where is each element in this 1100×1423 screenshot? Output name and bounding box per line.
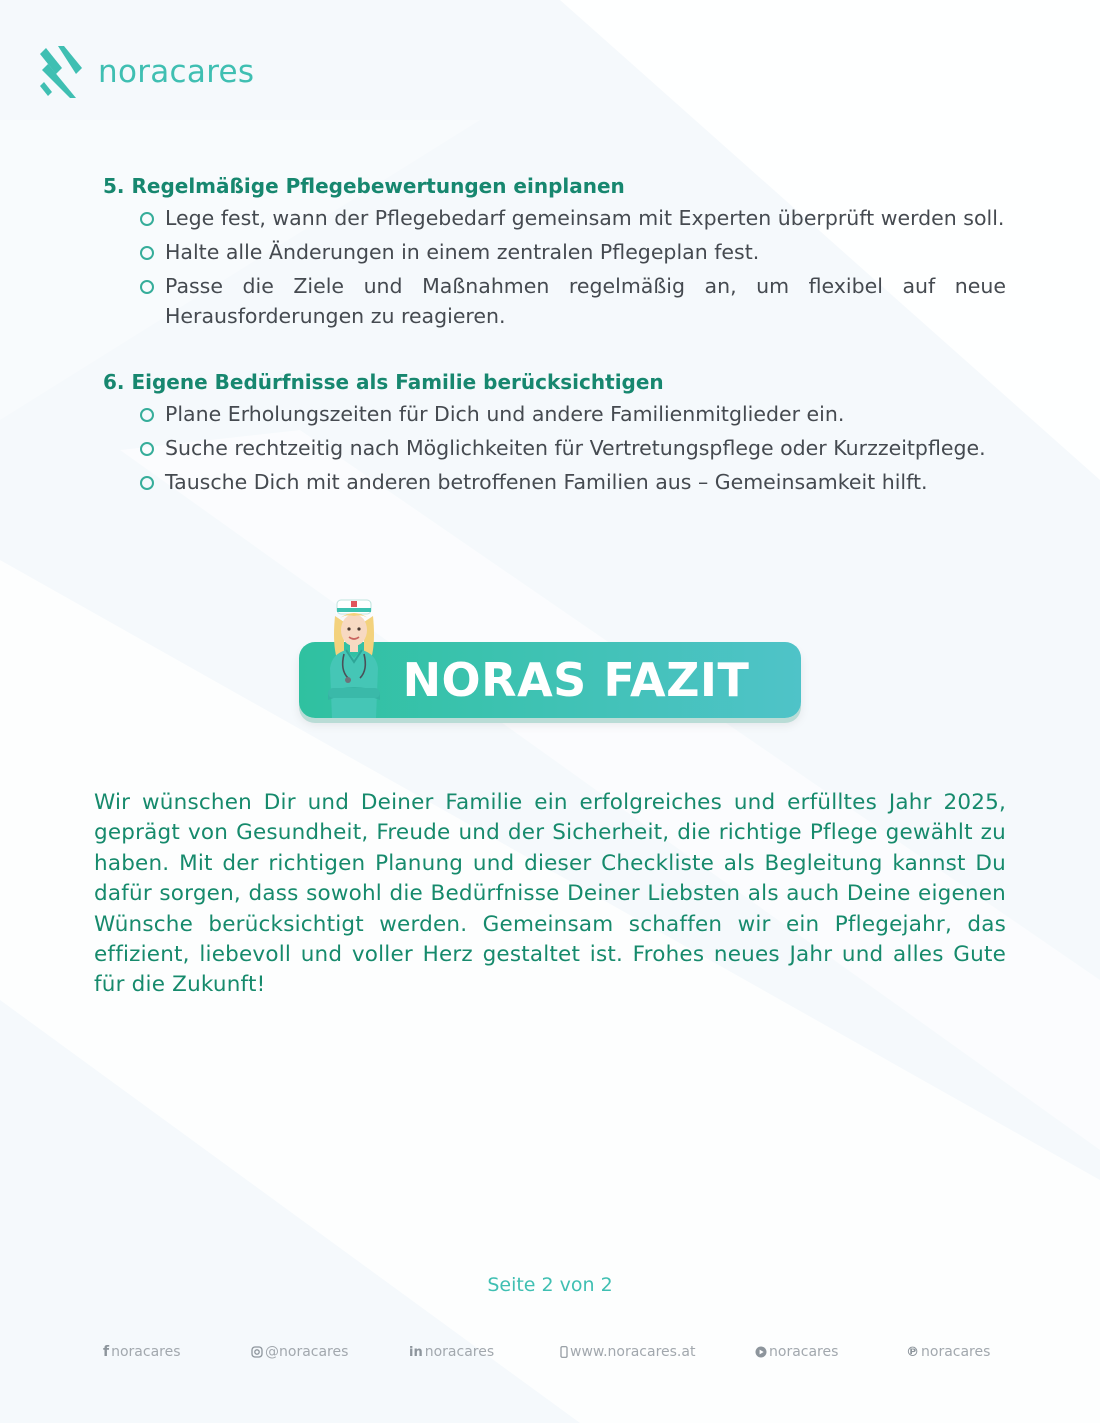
circle-bullet-icon xyxy=(140,246,154,260)
fazit-paragraph: Wir wünschen Dir und Deiner Familie ein erfolgreiches und erfülltes Jahr 2025, geprägt von Gesundheit, Freude und der Sicherheit, die richtige Pflege gewählt zu haben. Mit der richtigen Planung und dieser Checkliste als Begleitung kannst Du dafür sorgen, dass sowohl die Bedürfnisse Deiner Liebsten als auch Deine eigenen Wünsche berücksichtigt werden. Gemeinsam schaffen wir ein Pflegejahr, das effizient, liebevoll und voller Herz gestaltet ist. Frohes neues Jahr und alles Gute für die Zukunft! xyxy=(94,790,1006,998)
list-item: Halte alle Änderungen in einem zentralen Pflegeplan fest. xyxy=(103,237,1006,267)
youtube-link[interactable]: noracares xyxy=(755,1344,838,1360)
section-familie-beduerfnisse xyxy=(103,367,1006,501)
brand-name: noracares xyxy=(98,54,255,90)
pinterest-link[interactable]: ℗ noracares xyxy=(906,1344,991,1360)
nurse-illustration-icon xyxy=(322,596,386,720)
website-link[interactable]: www.noracares.at xyxy=(560,1344,695,1360)
facebook-icon: f xyxy=(103,1344,110,1360)
linkedin-icon: in xyxy=(409,1344,423,1360)
section-title: 6. Eigene Bedürfnisse als Familie berücksichtigen xyxy=(103,370,664,394)
phone-icon xyxy=(560,1346,568,1358)
facebook-link[interactable]: f noracares xyxy=(103,1344,181,1360)
noracares-logo-icon xyxy=(40,46,82,98)
section-pflegebewertungen xyxy=(103,171,1006,335)
list-item: Plane Erholungszeiten für Dich und andere Familienmitglieder ein. xyxy=(103,399,1006,429)
youtube-icon xyxy=(755,1346,767,1358)
list-item: Passe die Ziele und Maßnahmen regelmäßig an, um flexibel auf neue Herausforderungen zu reagieren. xyxy=(103,271,1006,331)
social-footer xyxy=(0,1344,1100,1364)
checklist xyxy=(103,399,1006,497)
list-item: Suche rechtzeitig nach Möglichkeiten für Vertretungspflege oder Kurzzeitpflege. xyxy=(103,433,1006,463)
circle-bullet-icon xyxy=(140,280,154,294)
pinterest-icon: ℗ xyxy=(906,1344,919,1360)
list-item: Tausche Dich mit anderen betroffenen Familien aus – Gemeinsamkeit hilft. xyxy=(103,467,1006,497)
circle-bullet-icon xyxy=(140,442,154,456)
linkedin-link[interactable]: in noracares xyxy=(409,1344,495,1360)
instagram-icon xyxy=(251,1346,263,1358)
circle-bullet-icon xyxy=(140,212,154,226)
circle-bullet-icon xyxy=(140,476,154,490)
list-item: Lege fest, wann der Pflegebedarf gemeinsam mit Experten überprüft werden soll. xyxy=(103,203,1006,233)
instagram-link[interactable]: @noracares xyxy=(251,1344,348,1360)
checklist xyxy=(103,203,1006,331)
page-number: Seite 2 von 2 xyxy=(487,1274,613,1296)
section-title: 5. Regelmäßige Pflegebewertungen einplanen xyxy=(103,174,625,198)
circle-bullet-icon xyxy=(140,408,154,422)
brand-logo[interactable] xyxy=(40,46,254,98)
banner-title: NORAS FAZIT xyxy=(402,653,750,707)
